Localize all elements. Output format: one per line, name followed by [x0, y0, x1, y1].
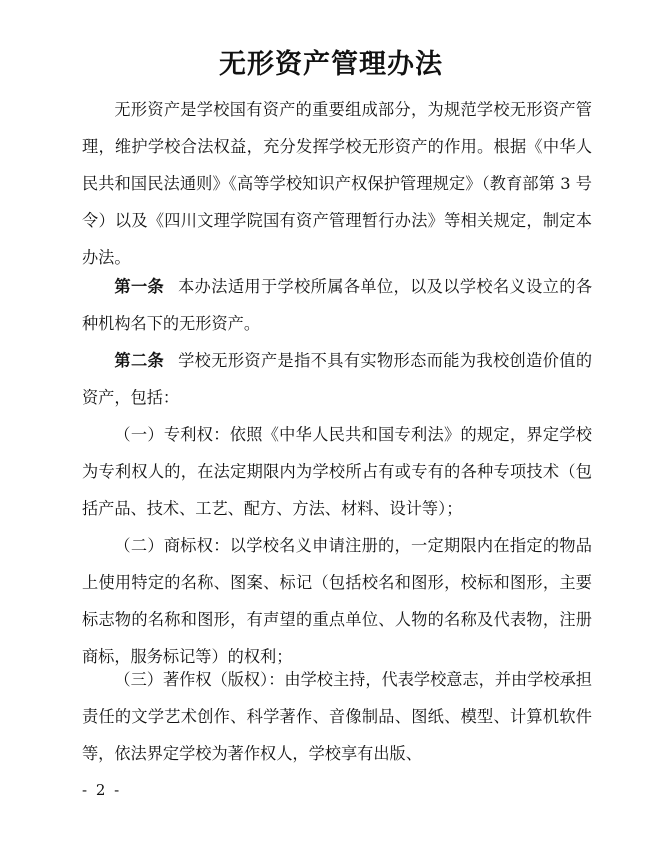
- intro-paragraph: 无形资产是学校国有资产的重要组成部分，为规范学校无形资产管理，维护学校合法权益，充分发挥学校无形资产的作用。根据《中华人民共和国民法通则》《高等学校知识产权保护管理规定》（教育部第 3 号令）以及《四川文理学院国有资产管理暂行办法》等相关规定，制定本办法。: [82, 100, 592, 267]
- item-copyright-paragraph: （三）著作权（版权）：由学校主持，代表学校意志，并由学校承担责任的文学艺术创作、科学著作、音像制品、图纸、模型、计算机软件等，依法界定学校为著作权人，学校享有出版、: [82, 670, 592, 763]
- document-title: 无形资产管理办法: [219, 49, 443, 81]
- article-1-paragraph: [82, 268, 592, 342]
- article-1-text: 本办法适用于学校所属各单位，以及以学校名义设立的各种机构名下的无形资产。: [82, 277, 593, 333]
- article-2-paragraph: [82, 342, 592, 416]
- article-2-label: 第二条: [114, 351, 165, 370]
- item-patent-paragraph: （一）专利权：依照《中华人民共和国专利法》的规定，界定学校为专利权人的，在法定期限内为学校所占有或专有的各种专项技术（包括产品、技术、工艺、配方、方法、材料、设计等）；: [82, 425, 592, 518]
- page-number: - 2 -: [82, 781, 122, 799]
- article-1-label: 第一条: [114, 277, 165, 296]
- article-2-text: 学校无形资产是指不具有实物形态而能为我校创造价值的资产，包括：: [82, 351, 593, 407]
- item-trademark-paragraph: （二）商标权：以学校名义申请注册的，一定期限内在指定的物品上使用特定的名称、图案、标记（包括校名和图形，校标和图形，主要标志物的名称和图形，有声望的重点单位、人物的名称及代表物，注册商标，服务标记等）的权利；: [82, 536, 592, 666]
